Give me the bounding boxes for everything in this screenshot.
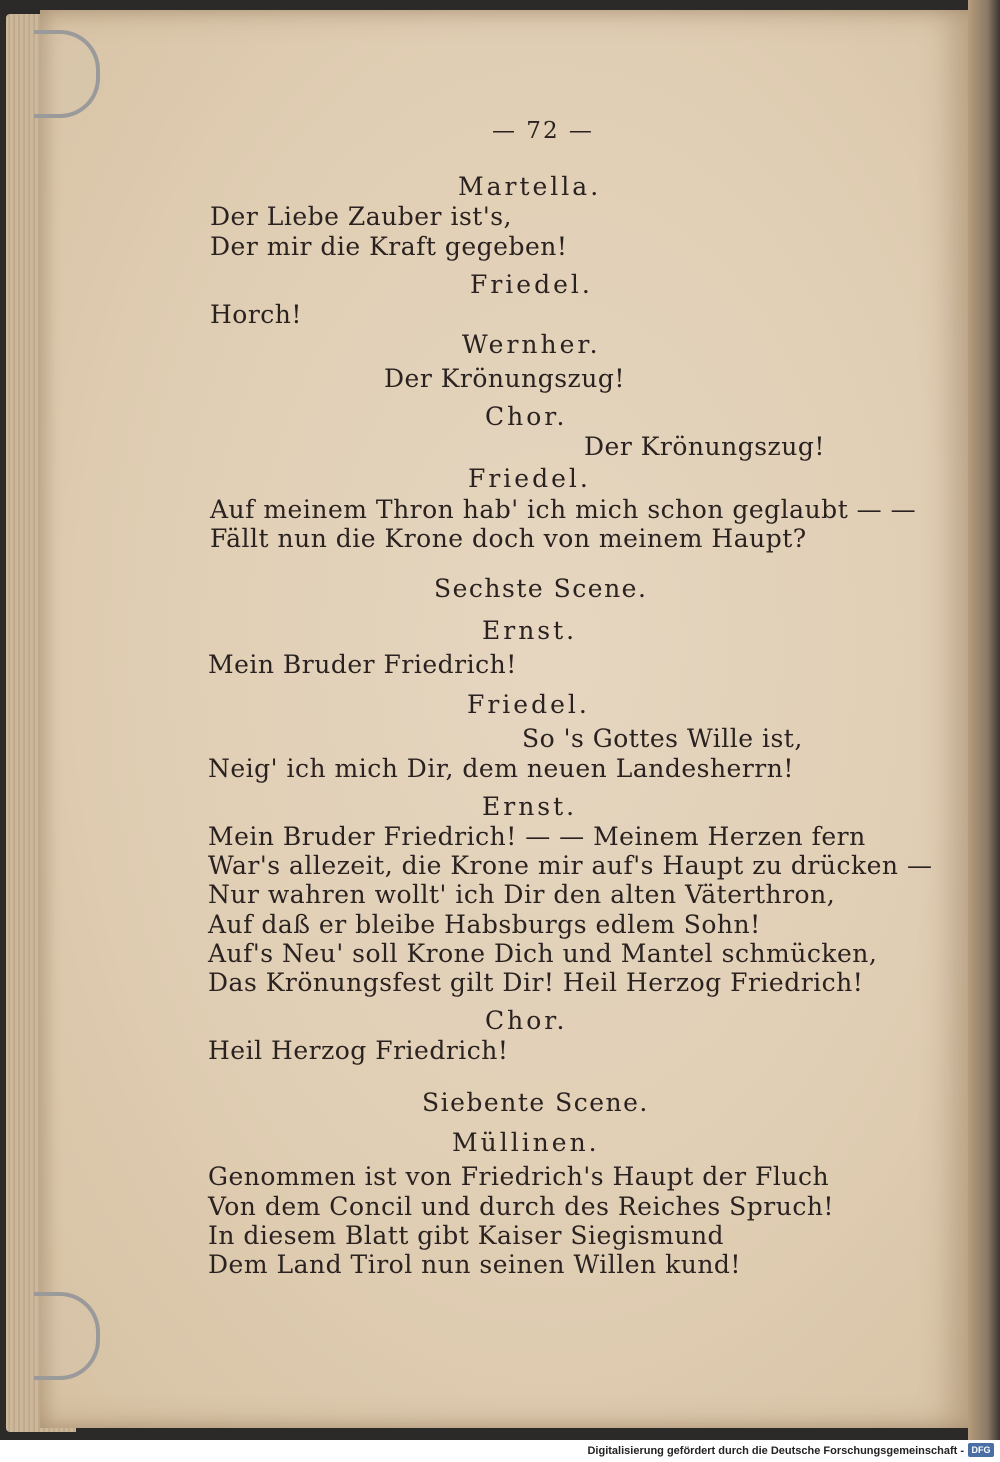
scene-heading: Sechste Scene. <box>434 574 648 603</box>
speaker-name: Ernst. <box>482 792 578 821</box>
verse-line: Der Krönungszug! <box>384 364 625 393</box>
verse-line: Mein Bruder Friedrich! <box>208 650 517 679</box>
verse-line: Horch! <box>210 300 302 329</box>
verse-line: Fällt nun die Krone doch von meinem Haupt? <box>210 524 807 553</box>
speaker-name: Chor. <box>485 1006 568 1035</box>
scene-heading: Siebente Scene. <box>422 1088 649 1117</box>
verse-line: Genommen ist von Friedrich's Haupt der Fluch <box>208 1162 830 1191</box>
verse-line: Auf daß er bleibe Habsburgs edlem Sohn! <box>208 910 761 939</box>
verse-line: Nur wahren wollt' ich Dir den alten Väterthron, <box>208 880 836 909</box>
speaker-name: Friedel. <box>470 270 593 299</box>
verse-line: Von dem Concil und durch des Reiches Spruch! <box>208 1192 834 1221</box>
speaker-name: Friedel. <box>468 464 591 493</box>
speaker-name: Friedel. <box>467 690 590 719</box>
verse-line: Heil Herzog Friedrich! <box>208 1036 509 1065</box>
book-spine-shadow <box>968 0 1000 1440</box>
page-number: — 72 — <box>492 118 594 144</box>
verse-line: Der mir die Kraft gegeben! <box>210 232 568 261</box>
speaker-name: Müllinen. <box>452 1128 600 1157</box>
verse-line: Der Krönungszug! <box>584 432 825 461</box>
verse-line: Auf's Neu' soll Krone Dich und Mantel schmücken, <box>208 939 878 968</box>
verse-line: Mein Bruder Friedrich! — — Meinem Herzen fern <box>208 822 866 851</box>
verse-line: Das Krönungsfest gilt Dir! Heil Herzog Friedrich! <box>208 968 864 997</box>
digitization-footer <box>0 1440 1000 1462</box>
verse-line: Der Liebe Zauber ist's, <box>210 202 512 231</box>
verse-line: Neig' ich mich Dir, dem neuen Landesherrn! <box>208 754 794 783</box>
speaker-name: Ernst. <box>482 616 578 645</box>
speaker-name: Wernher. <box>462 330 601 359</box>
speaker-name: Chor. <box>485 402 568 431</box>
dfg-logo: DFG <box>968 1443 994 1457</box>
speaker-name: Martella. <box>458 172 602 201</box>
verse-line: So 's Gottes Wille ist, <box>522 724 803 753</box>
verse-line: Auf meinem Thron hab' ich mich schon geglaubt — — <box>210 495 917 524</box>
verse-line: Dem Land Tirol nun seinen Willen kund! <box>208 1250 741 1279</box>
verse-line: In diesem Blatt gibt Kaiser Siegismund <box>208 1221 725 1250</box>
footer-credit: Digitalisierung gefördert durch die Deutsche Forschungsgemeinschaft - <box>587 1445 964 1457</box>
verse-line: War's allezeit, die Krone mir auf's Haupt zu drücken — <box>208 851 933 880</box>
